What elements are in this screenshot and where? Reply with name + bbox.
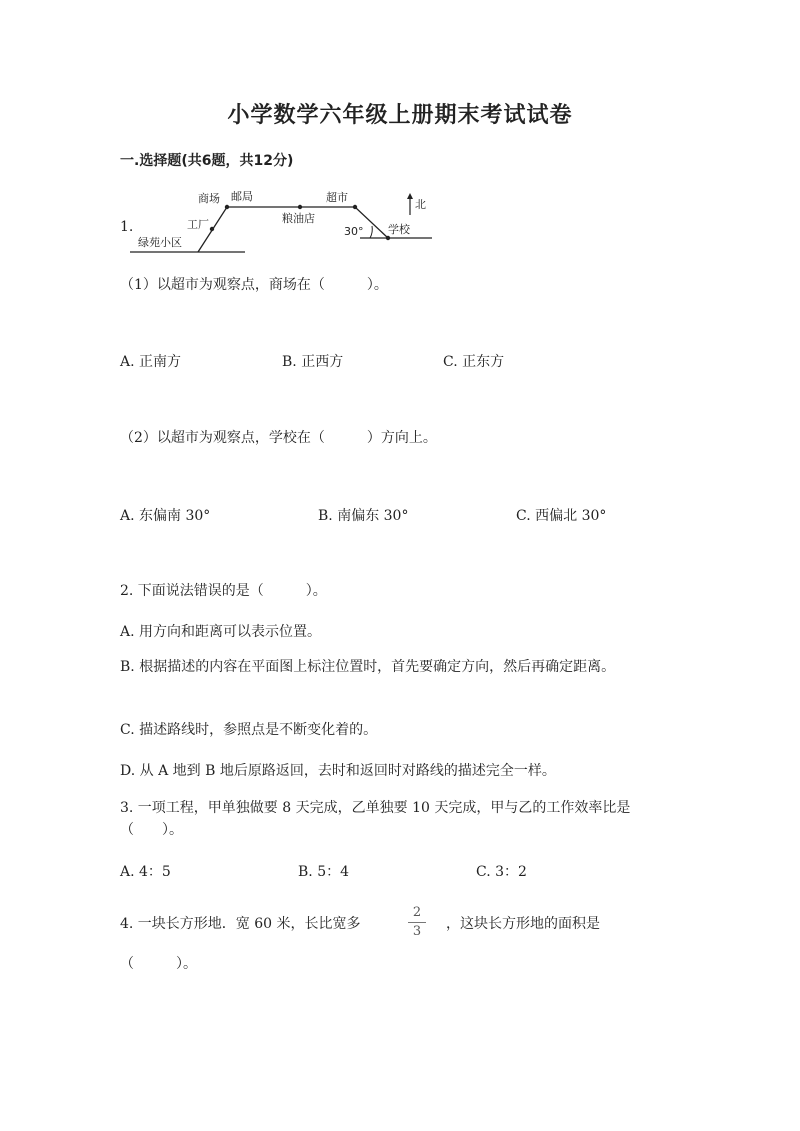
q4-stem-before: 4. 一块长方形地．宽 60 米，长比宽多 (120, 916, 361, 932)
label-factory: 工厂 (187, 218, 209, 231)
q1-sub1-option-b[interactable]: B. 正西方 (282, 354, 344, 370)
q4-stem-after: ，这块长方形地的面积是 (446, 916, 600, 932)
page-title: 小学数学六年级上册期末考试试卷 (227, 102, 573, 128)
label-post-office: 邮局 (231, 190, 253, 203)
q2-option-a[interactable]: A. 用方向和距离可以表示位置。 (120, 624, 322, 640)
label-school: 学校 (388, 223, 410, 236)
q4-stem-line2: （ ）。 (120, 956, 197, 972)
q1-number: 1. (120, 219, 134, 235)
q1-sub1-option-a[interactable]: A. 正南方 (120, 354, 182, 370)
q1-direction-diagram (120, 185, 440, 255)
fraction-numerator: 2 (412, 905, 422, 920)
q4-fraction (405, 905, 429, 940)
q3-option-b[interactable]: B. 5：4 (298, 864, 350, 880)
q1-sub2-option-c[interactable]: C. 西偏北 30° (516, 508, 607, 524)
label-angle: 30° (344, 225, 364, 238)
label-community: 绿苑小区 (138, 236, 182, 249)
grain-store-dot (298, 205, 302, 209)
q2-stem: 2. 下面说法错误的是（ ）。 (120, 583, 327, 599)
q1-sub2-option-a[interactable]: A. 东偏南 30° (120, 508, 211, 524)
fraction-denominator: 3 (412, 924, 422, 939)
post-office-dot (225, 205, 229, 209)
q1-sub2-option-b[interactable]: B. 南偏东 30° (318, 508, 409, 524)
q2-option-d[interactable]: D. 从 A 地到 B 地后原路返回，去时和返回时对路线的描述完全一样。 (120, 763, 556, 779)
q3-stem: 3. 一项工程，甲单独做要 8 天完成，乙单独要 10 天完成，甲与乙的工作效率比是（ ）。 (120, 800, 631, 838)
factory-dot (210, 227, 214, 231)
label-north: 北 (415, 198, 426, 211)
label-grain-store: 粮油店 (282, 212, 315, 225)
section-heading: 一.选择题(共6题，共12分) (120, 153, 294, 169)
fraction-bar (408, 922, 426, 923)
q3-option-c[interactable]: C. 3：2 (476, 864, 527, 880)
q2-option-c[interactable]: C. 描述路线时，参照点是不断变化着的。 (120, 722, 378, 738)
school-dot (386, 236, 390, 240)
q3-option-a[interactable]: A. 4：5 (120, 864, 171, 880)
north-arrow-icon (407, 193, 413, 199)
supermarket-dot (353, 205, 357, 209)
q1-sub2-stem: （2）以超市为观察点，学校在（ ）方向上。 (120, 430, 437, 446)
q1-sub1-stem: （1）以超市为观察点，商场在（ ）。 (120, 277, 388, 293)
q2-option-b[interactable]: B. 根据描述的内容在平面图上标注位置时，首先要确定方向，然后再确定距离。 (120, 659, 616, 675)
label-mall: 商场 (198, 192, 220, 205)
label-supermarket: 超市 (326, 191, 348, 204)
q1-sub1-option-c[interactable]: C. 正东方 (443, 354, 505, 370)
